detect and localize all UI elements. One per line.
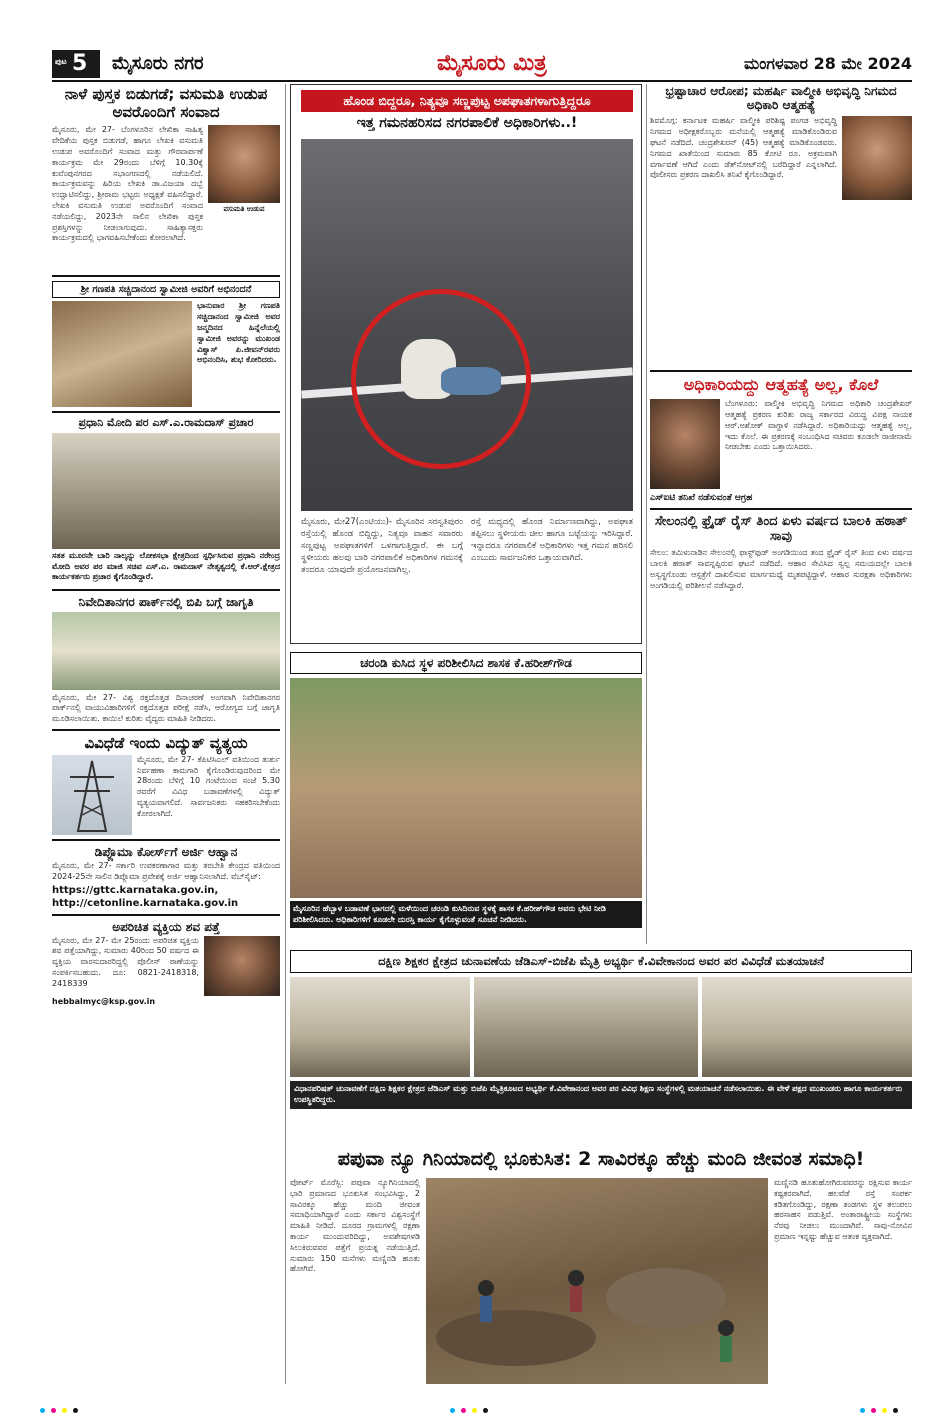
story-fried-rice (650, 514, 912, 592)
yellow-dot (472, 1408, 477, 1413)
landslide-scene (426, 1178, 768, 1384)
story-body: ಮೈಸೂರು, ಮೇ 27- ಬೆಂಗಳೂರಿನ ಲೇಖಿಕಾ ಸಾಹಿತ್ಯ ವೇದಿಕೆಯ ಪುಸ್ತಕ ಬಿಡುಗಡೆ, ಹಾಗೂ ಲೇಖಕಿ ವಸುಮತಿ ಉಡುಪ ಅವರೊಂದಿಗೆ ಸಂವಾದ ಮತ್ತು ಗೌರವಾರ್ಪಣೆ ಕಾರ್ಯಕ್ರಮ ಮೇ 29ರಂದು ಬೆಳಿಗ್ಗೆ 10.30ಕ್ಕೆ ಕುವೆಂಪುನಗರದ ಸಭಾಂಗಣದಲ್ಲಿ ನಡೆಯಲಿದೆ. ಕಾರ್ಯಕ್ರಮವನ್ನು ಹಿರಿಯ ಲೇಖಕಿ ಡಾ.ವಿಜಯಾ ದಬ್ಬೆ ಉದ್ಘಾಟಿಸಲಿದ್ದು, ಶ್ರೀರಾಮ ಭಟ್ಟರು ಅಧ್ಯಕ್ಷತೆ ವಹಿಸಲಿದ್ದಾರೆ. ಲೇಖಕಿ ವಸುಮತಿ ಉಡುಪ ಅವರೊಂದಿಗೆ ಸಂವಾದ ನಡೆಯಲಿದ್ದು, 2023ನೇ ಸಾಲಿನ ಲೇಖಿಕಾ ಪುಸ್ತಕ ಪ್ರಶಸ್ತಿಗಳನ್ನು ನೀಡಲಾಗುವುದು. ಸಾಹಿತ್ಯಾಸಕ್ತರು ಕಾರ್ಯಕ್ರಮದಲ್ಲಿ ಭಾಗವಹಿಸಬೇಕೆಂದು ಕೋರಲಾಗಿದೆ. (52, 125, 203, 243)
leader-photo (650, 399, 720, 489)
divider (52, 411, 280, 413)
photo-strip (290, 977, 912, 1077)
landslide-story (290, 1148, 912, 1384)
cyan-dot (860, 1408, 865, 1413)
unidentified-photo (204, 936, 280, 996)
story-bp-awareness (52, 595, 280, 726)
story-swamiji (52, 281, 280, 407)
left-column (52, 84, 280, 1384)
story-body: ಮೈಸೂರು, ಮೇ 27- ಸರ್ಕಾರಿ ಉಪಕರಣಾಗಾರ ಮತ್ತು ತರಬೇತಿ ಕೇಂದ್ರದ ವತಿಯಿಂದ 2024-25ನೇ ಸಾಲಿನ ಡಿಪ್ಲೊಮಾ ಪ್ರವೇಶಕ್ಕೆ ಅರ್ಜಿ ಆಹ್ವಾನಿಸಲಾಗಿದೆ. ವೆಬ್‌ಸೈಟ್: (52, 860, 280, 881)
story-headline: ನಾಳೆ ಪುಸ್ತಕ ಬಿಡುಗಡೆ; ವಸುಮತಿ ಉಡುಪ ಅವರೊಂದಿಗೆ ಸಂವಾದ (64, 85, 268, 121)
right-column (650, 84, 912, 944)
tower-icon (52, 755, 132, 835)
drain-story (290, 652, 642, 944)
registration-marks-left (40, 1408, 78, 1413)
story-content (290, 1178, 912, 1384)
story-body: ಭಾನುವಾರ ಶ್ರೀ ಗಣಪತಿ ಸಚ್ಚಿದಾನಂದ ಸ್ವಾಮೀಜಿ ಅವರ ಜನ್ಮದಿನದ ಹಿನ್ನೆಲೆಯಲ್ಲಿ ಸ್ವಾಮೀಜಿ ಅವರನ್ನು ಮುಖಂಡ ವಿಶ್ವಾಸ್ ಪಿ.ಜೀವನ್‌ರವರು ಅಭಿನಂದಿಸಿ, ಶುಭ ಕೋರಿದರು. (197, 301, 280, 365)
story-power-cut (52, 735, 280, 835)
story-headline: ವಿವಿಧೆಡೆ ಇಂದು ವಿದ್ಯುತ್ ವ್ಯತ್ಯಯ (84, 734, 248, 753)
cyan-dot (450, 1408, 455, 1413)
pothole-story (290, 84, 642, 644)
campaign-band (290, 950, 912, 1140)
story-body: ಬೆಂಗಳೂರು: ವಾಲ್ಮೀಕಿ ಅಭಿವೃದ್ಧಿ ನಿಗಮದ ಅಧಿಕಾರಿ ಚಂದ್ರಶೇಖರ್ ಆತ್ಮಹತ್ಯೆ ಪ್ರಕರಣ ಕುರಿತು ರಾಜ್ಯ ಸರ್ಕಾರದ ವಿರುದ್ಧ ವಿಪಕ್ಷ ನಾಯಕ ಆರ್.ಅಶೋಕ್ ವಾಗ್ದಾಳಿ ನಡೆಸಿದ್ದಾರೆ. ಅಧಿಕಾರಿಯದ್ದು ಆತ್ಮಹತ್ಯೆ ಅಲ್ಲ, ಇದು ಕೊಲೆ. ಈ ಪ್ರಕರಣಕ್ಕೆ ಸಂಬಂಧಿಸಿದ ಸಚಿವರು ಕೂಡಲೇ ರಾಜೀನಾಮೆ ನೀಡಬೇಕು ಎಂದು ಒತ್ತಾಯಿಸಿದರು. (725, 399, 912, 452)
story-body-left: ಪೋರ್ಟ್ ಮೊರೆಸ್ಬಿ: ಪಪುವಾ ನ್ಯೂಗಿನಿಯಾದಲ್ಲಿ ಭಾರಿ ಪ್ರಮಾಣದ ಭೂಕುಸಿತ ಸಂಭವಿಸಿದ್ದು, 2 ಸಾವಿರಕ್ಕೂ ಹೆಚ್ಚು ಮಂದಿ ಜೀವಂತ ಸಮಾಧಿಯಾಗಿದ್ದಾರೆ ಎಂದು ಸರ್ಕಾರ ವಿಶ್ವಸಂಸ್ಥೆಗೆ ಮಾಹಿತಿ ನೀಡಿದೆ. ದೂರದ ಗ್ರಾಮಗಳಲ್ಲಿ ರಕ್ಷಣಾ ಕಾರ್ಯ ಮುಂದುವರಿದಿದ್ದು, ಅವಶೇಷಗಳಡಿ ಸಿಲುಕಿರುವವರ ಪತ್ತೆಗೆ ಪ್ರಯತ್ನ ನಡೆಯುತ್ತಿದೆ. ಸುಮಾರು 150 ಮನೆಗಳು ಮಣ್ಣಿನಡಿ ಹೂತು ಹೋಗಿವೆ. (290, 1178, 420, 1274)
story-body-col1: ಮೈಸೂರು, ಮೇ27(ಎಂಟಿಯು)- ಮೈಸೂರಿನ ಸರಸ್ವತಿಪುರಂ ರಸ್ತೆಯಲ್ಲಿ ಹೊಂಡ ಬಿದ್ದಿದ್ದು, ನಿತ್ಯವೂ ವಾಹನ ಸವಾರರು ಸಣ್ಣಪುಟ್ಟ ಅಪಘಾತಗಳಿಗೆ ಒಳಗಾಗುತ್ತಿದ್ದಾರೆ. ಈ ಬಗ್ಗೆ ಸ್ಥಳೀಯರು ಹಲವು ಬಾರಿ ನಗರಪಾಲಿಕೆ ಅಧಿಕಾರಿಗಳ ಗಮನಕ್ಕೆ ತಂದರೂ ಯಾವುದೇ ಪ್ರಯೋಜನವಾಗಿಲ್ಲ. (301, 517, 463, 575)
story-headline: ಸೇಲಂನಲ್ಲಿ ಫ್ರೈಡ್ ರೈಸ್ ತಿಂದ ಏಳು ವರ್ಷದ ಬಾಲಕಿ ಹಠಾತ್ ಸಾವು (654, 513, 908, 545)
magenta-dot (871, 1408, 876, 1413)
story-kicker: ಹೊಂಡ ಬಿದ್ದರೂ, ನಿತ್ಯವೂ ಸಣ್ಣಪುಟ್ಟ ಅಪಘಾತಗಳಾಗುತ್ತಿದ್ದರೂ (301, 90, 633, 112)
campaign-photo-3 (702, 977, 912, 1077)
page-number: 5 (72, 51, 88, 76)
story-headline: ಇತ್ತ ಗಮನಹರಿಸದ ನಗರಪಾಲಿಕೆ ಅಧಿಕಾರಿಗಳು..! (356, 115, 578, 131)
story-links[interactable]: https://gttc.karnataka.gov.in, http://cetonline.karnataka.gov.in (52, 884, 239, 909)
power-tower-photo (52, 755, 132, 835)
black-dot (483, 1408, 488, 1413)
story-body: ಸೇಲಂ: ತಮಿಳುನಾಡಿನ ಸೇಲಂನಲ್ಲಿ ಫಾಸ್ಟ್‌ಫುಡ್ ಅಂಗಡಿಯಿಂದ ತಂದ ಫ್ರೈಡ್ ರೈಸ್ ತಿಂದ ಏಳು ವರ್ಷದ ಬಾಲಕಿ ಹಠಾತ್ ಸಾವನ್ನಪ್ಪಿರುವ ಘಟನೆ ನಡೆದಿದೆ. ಆಹಾರ ಸೇವಿಸಿದ ಸ್ವಲ್ಪ ಸಮಯದಲ್ಲೇ ಬಾಲಕಿ ಅಸ್ವಸ್ಥಗೊಂಡು ಆಸ್ಪತ್ರೆಗೆ ದಾಖಲಿಸುವ ಮಾರ್ಗಮಧ್ಯೆ ಮೃತಪಟ್ಟಿದ್ದಾಳೆ. ಆಹಾರ ಸುರಕ್ಷತಾ ಅಧಿಕಾರಿಗಳು ಅಂಗಡಿಯಲ್ಲಿ ಪರಿಶೀಲನೆ ನಡೆಸಿದ್ದಾರೆ. (650, 548, 912, 590)
photo-caption: ಸತತ ಮೂರನೇ ಬಾರಿ ನಾಲ್ಕನ್ನು ಲೋಕಸಭಾ ಕ್ಷೇತ್ರದಿಂದ ಸ್ಪರ್ಧಿಸಿರುವ ಪ್ರಧಾನಿ ನರೇಂದ್ರ ಮೋದಿ ಅವರ ಪರ ಮಾಜಿ ಸಚಿವ ಎಸ್.ಎ. ರಾಮದಾಸ್ ನೇತೃತ್ವದಲ್ಲಿ ಕೆ.ಆರ್.ಕ್ಷೇತ್ರದ ಕಾರ್ಯಕರ್ತರು ಪ್ರಚಾರ ಕೈಗೊಂಡಿದ್ದಾರೆ. (52, 551, 280, 582)
divider (52, 729, 280, 731)
paper-name: ಮೈಸೂರು ಮಿತ್ರ (437, 50, 547, 76)
middle-column (290, 84, 642, 944)
campaign-photo (52, 433, 280, 549)
felicitation-photo (52, 301, 192, 407)
photo-caption: ಮೈಸೂರಿನ ಹೆಬ್ಬಾಳ ಬಡಾವಣೆ ಭಾಗದಲ್ಲಿ ಮಳೆಯಿಂದ ಚರಂಡಿ ಕುಸಿದಿರುವ ಸ್ಥಳಕ್ಕೆ ಶಾಸಕ ಕೆ.ಹರೀಶ್‌ಗೌಡ ಅವರು ಭೇಟಿ ನೀಡಿ ಪರಿಶೀಲಿಸಿದರು. ಅಧಿಕಾರಿಗಳಿಗೆ ಕೂಡಲೇ ದುರಸ್ತಿ ಕಾರ್ಯ ಕೈಗೊಳ್ಳುವಂತೆ ಸೂಚನೆ ನೀಡಿದರು. (290, 901, 642, 928)
contact-email[interactable]: hebbalmyc@ksp.gov.in (52, 996, 156, 1006)
magenta-dot (461, 1408, 466, 1413)
page-number-box (52, 50, 100, 78)
story-not-suicide (650, 376, 912, 503)
black-dot (73, 1408, 78, 1413)
photo-caption: ವಿಧಾನಪರಿಷತ್ ಚುನಾವಣೆಗೆ ದಕ್ಷಿಣ ಶಿಕ್ಷಕರ ಕ್ಷೇತ್ರದ ಜೆಡಿಎಸ್ ಮತ್ತು ಬಿಜೆಪಿ ಮೈತ್ರಿಕೂಟದ ಅಭ್ಯರ್ಥಿ ಕೆ.ವಿವೇಕಾನಂದ ಅವರ ಪರ ವಿವಿಧ ಶಿಕ್ಷಣ ಸಂಸ್ಥೆಗಳಲ್ಲಿ ಮತಯಾಚನೆ ನಡೆಸಲಾಯಿತು. ಈ ವೇಳೆ ಪಕ್ಷದ ಮುಖಂಡರು ಹಾಗೂ ಕಾರ್ಯಕರ್ತರು ಉಪಸ್ಥಿತರಿದ್ದರು. (290, 1081, 912, 1109)
story-headline: ಡಿಪ್ಲೊಮಾ ಕೋರ್ಸ್‌ಗೆ ಅರ್ಜಿ ಆಹ್ವಾನ (94, 844, 238, 859)
story-headline: ಪಪುವಾ ನ್ಯೂ ಗಿನಿಯಾದಲ್ಲಿ ಭೂಕುಸಿತ: 2 ಸಾವಿರಕ್ಕೂ ಹೆಚ್ಚು ಮಂದಿ ಜೀವಂತ ಸಮಾಧಿ! (337, 1148, 865, 1170)
story-headline: ದಕ್ಷಿಣ ಶಿಕ್ಷಕರ ಕ್ಷೇತ್ರದ ಚುನಾವಣೆಯ ಜೆಡಿಎಸ್-ಬಿಜೆಪಿ ಮೈತ್ರಿ ಅಭ್ಯರ್ಥಿ ಕೆ.ವಿವೇಕಾನಂದ ಅವರ ಪರ ವಿವಿಧೆಡೆ ಮತಯಾಚನೆ (290, 950, 912, 973)
issue-date: ಮಂಗಳವಾರ 28 ಮೇ 2024 (743, 54, 912, 73)
story-body: ಮೈಸೂರು, ಮೇ 27- ವಿಶ್ವ ರಕ್ತದೊತ್ತಡ ದಿನಾಚರಣೆ ಅಂಗವಾಗಿ ನಿವೇದಿತಾನಗರ ಪಾರ್ಕ್‌ನಲ್ಲಿ ವಾಯುವಿಹಾರಿಗಳಿಗೆ ರಕ್ತದೊತ್ತಡ ಪರೀಕ್ಷೆ ನಡೆಸಿ, ಆರೋಗ್ಯದ ಬಗ್ಗೆ ಜಾಗೃತಿ ಮೂಡಿಸಲಾಯಿತು. ಕಾಯಿಲೆ ಕುರಿತು ವೈದ್ಯರು ಮಾಹಿತಿ ನೀಡಿದರು. (52, 692, 280, 724)
page-prefix: ಪುಟ (55, 57, 67, 66)
story-headline: ಪ್ರಧಾನಿ ಮೋದಿ ಪರ ಎಸ್.ಎ.ರಾಮದಾಸ್ ಪ್ರಚಾರ (78, 416, 254, 430)
cloth (441, 367, 501, 395)
photo-caption: ವಸುಮತಿ ಉಡುಪ (223, 205, 265, 214)
pothole-photo (301, 139, 633, 511)
story-headline: ಚರಂಡಿ ಕುಸಿದ ಸ್ಥಳ ಪರಿಶೀಲಿಸಿದ ಶಾಸಕ ಕೆ.ಹರೀಶ್‌ಗೌಡ (290, 652, 642, 674)
divider (52, 275, 280, 277)
magenta-dot (51, 1408, 56, 1413)
divider (650, 508, 912, 510)
story-body-right: ಮಣ್ಣಿನಡಿ ಹೂತುಹೋಗಿರುವವರನ್ನು ರಕ್ಷಿಸುವ ಕಾರ್ಯ ಕಷ್ಟಕರವಾಗಿದೆ. ಹಲವೆಡೆ ರಸ್ತೆ ಸಂಪರ್ಕ ಕಡಿತಗೊಂಡಿದ್ದು, ರಕ್ಷಣಾ ತಂಡಗಳು ಸ್ಥಳ ತಲುಪಲು ಹರಸಾಹಸ ಪಡುತ್ತಿವೆ. ಅಂತಾರಾಷ್ಟ್ರೀಯ ಸಂಸ್ಥೆಗಳು ನೆರವು ನೀಡಲು ಮುಂದಾಗಿವೆ. ಸಾವು-ನೋವಿನ ಪ್ರಮಾಣ ಇನ್ನಷ್ಟು ಹೆಚ್ಚುವ ಆತಂಕ ವ್ಯಕ್ತವಾಗಿದೆ. (774, 1178, 912, 1241)
black-dot (893, 1408, 898, 1413)
story-headline: ಶ್ರೀ ಗಣಪತಿ ಸಚ್ಚಿದಾನಂದ ಸ್ವಾಮೀಜಿ ಅವರಿಗೆ ಅಭಿನಂದನೆ (52, 281, 280, 298)
story-unidentified-body (52, 920, 280, 1006)
column-rule (285, 84, 286, 1384)
story-text (301, 517, 633, 576)
story-officer-suicide (650, 84, 912, 366)
campaign-photo-2 (474, 977, 699, 1077)
divider (52, 839, 280, 841)
registration-marks-right (860, 1408, 898, 1413)
cyan-dot (40, 1408, 45, 1413)
park-photo (52, 612, 280, 690)
divider (52, 914, 280, 916)
story-body: ಮೈಸೂರು, ಮೇ 27- ಮೇ 25ರಂದು ಅಪರಿಚಿತ ವ್ಯಕ್ತಿಯ ಶವ ಪತ್ತೆಯಾಗಿದ್ದು, ಸುಮಾರು 40ರಿಂದ 50 ವರ್ಷದ ಈ ವ್ಯಕ್ತಿಯ ವಾರಸುದಾರರಿದ್ದಲ್ಲಿ ಪೊಲೀಸ್ ಠಾಣೆಯನ್ನು ಸಂಪರ್ಕಿಸಬಹುದು. ದೂ: 0821-2418318, 2418339 (52, 935, 199, 988)
officer-photo (842, 116, 912, 200)
masthead-rule (52, 80, 912, 82)
story-body: ಮೈಸೂರು, ಮೇ 27- ಕೆಪಿಟಿಸಿಎಲ್ ವತಿಯಿಂದ ತುರ್ತು ನಿರ್ವಹಣಾ ಕಾಮಗಾರಿ ಕೈಗೊಂಡಿರುವುದರಿಂದ ಮೇ 28ರಂದು ಬೆಳಿಗ್ಗೆ 10 ಗಂಟೆಯಿಂದ ಸಂಜೆ 5.30 ರವರೆಗೆ ವಿವಿಧ ಬಡಾವಣೆಗಳಲ್ಲಿ ವಿದ್ಯುತ್ ವ್ಯತ್ಯಯವಾಗಲಿದೆ. ಸಾರ್ವಜನಿಕರು ಸಹಕರಿಸಬೇಕೆಂದು ಕೋರಲಾಗಿದೆ. (137, 754, 280, 818)
story-headline: ಅಧಿಕಾರಿಯದ್ದು ಆತ್ಮಹತ್ಯೆ ಅಲ್ಲ, ಕೊಲೆ (683, 375, 879, 395)
story-headline: ಭ್ರಷ್ಟಾಚಾರ ಆರೋಪ; ಮಹರ್ಷಿ ವಾಲ್ಮೀಕಿ ಅಭಿವೃದ್ಧಿ ನಿಗಮದ ಅಧಿಕಾರಿ ಆತ್ಮಹತ್ಯೆ (665, 84, 897, 113)
story-campaign (52, 417, 280, 584)
story-book-release (52, 86, 280, 271)
drain-collapse-photo (290, 678, 642, 898)
divider (52, 589, 280, 591)
section-name: ಮೈಸೂರು ನಗರ (112, 53, 204, 74)
column-rule (646, 84, 647, 944)
yellow-dot (882, 1408, 887, 1413)
story-subhead: ಎಸ್‌ಐಟಿ ತನಿಖೆ ನಡೆಸುವಂತೆ ಆಗ್ರಹ (650, 493, 753, 504)
divider (650, 370, 912, 372)
story-diploma (52, 845, 280, 910)
landslide-photo (426, 1178, 768, 1384)
story-headline: ನಿವೇದಿತಾನಗರ ಪಾರ್ಕ್‌ನಲ್ಲಿ ಬಿಪಿ ಬಗ್ಗೆ ಜಾಗೃತಿ (78, 594, 254, 609)
registration-marks-center (450, 1408, 488, 1413)
yellow-dot (62, 1408, 67, 1413)
story-headline: ಅಪರಿಚಿತ ವ್ಯಕ್ತಿಯ ಶವ ಪತ್ತೆ (112, 919, 220, 934)
portrait-photo (208, 125, 280, 203)
story-body: ಶಿವಮೊಗ್ಗ: ಕರ್ನಾಟಕ ಮಹರ್ಷಿ ವಾಲ್ಮೀಕಿ ಪರಿಶಿಷ್ಟ ಪಂಗಡ ಅಭಿವೃದ್ಧಿ ನಿಗಮದ ಅಧೀಕ್ಷಕರೊಬ್ಬರು ಮನೆಯಲ್ಲಿ ಆತ್ಮಹತ್ಯೆ ಮಾಡಿಕೊಂಡಿರುವ ಘಟನೆ ನಡೆದಿದೆ. ಚಂದ್ರಶೇಖರನ್ (45) ಆತ್ಮಹತ್ಯೆ ಮಾಡಿಕೊಂಡವರು. ನಿಗಮದ ಖಾತೆಯಿಂದ ಸುಮಾರು 85 ಕೋಟಿ ರೂ. ಅಕ್ರಮವಾಗಿ ವರ್ಗಾವಣೆ ಆಗಿದೆ ಎಂದು ಡೆತ್‌ನೋಟ್‌ನಲ್ಲಿ ಬರೆದಿದ್ದಾರೆ ಎನ್ನಲಾಗಿದೆ. ಪೊಲೀಸರು ಪ್ರಕರಣ ದಾಖಲಿಸಿ ತನಿಖೆ ಕೈಗೊಂಡಿದ್ದಾರೆ. (650, 116, 837, 180)
story-body-col2: ರಸ್ತೆ ಮಧ್ಯದಲ್ಲಿ ಹೊಂಡ ನಿರ್ಮಾಣವಾಗಿದ್ದು, ಅಪಘಾತ ತಪ್ಪಿಸಲು ಸ್ಥಳೀಯರು ಚೀಲ ಹಾಗೂ ಬಟ್ಟೆಯನ್ನು ಇರಿಸಿದ್ದಾರೆ. ಇನ್ನಾದರೂ ನಗರಪಾಲಿಕೆ ಅಧಿಕಾರಿಗಳು ಇತ್ತ ಗಮನ ಹರಿಸಲಿ ಎಂಬುದು ಸಾರ್ವಜನಿಕರ ಒತ್ತಾಯವಾಗಿದೆ. (471, 517, 633, 563)
campaign-photo-1 (290, 977, 470, 1077)
masthead (52, 50, 912, 80)
